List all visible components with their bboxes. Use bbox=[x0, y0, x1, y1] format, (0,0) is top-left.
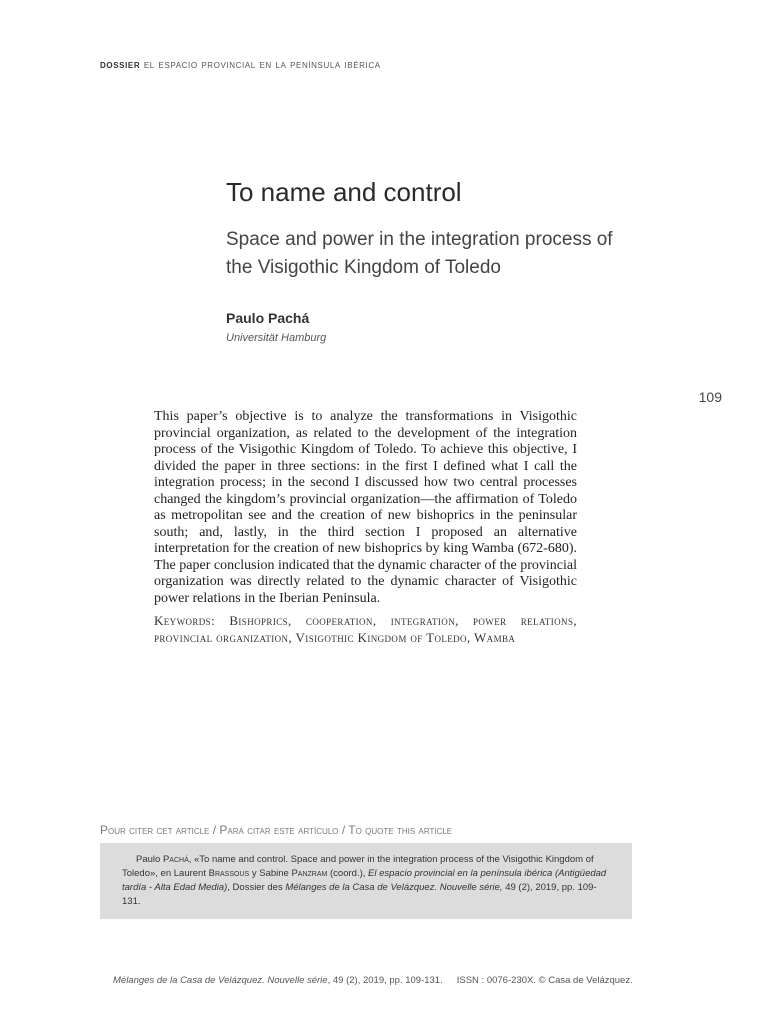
page-number: 109 bbox=[698, 389, 722, 405]
citation-editor-join: y Sabine bbox=[251, 868, 289, 879]
header-section: dossier bbox=[100, 59, 141, 71]
footer-issn: ISSN : 0076-230X. © Casa de Velázquez. bbox=[456, 975, 633, 986]
citation-ref: 49 (2), 2019, pp. 109-131. bbox=[122, 882, 597, 907]
abstract: This paper’s objective is to analyze the transformations in Visigothic provincial organization, as related to the development of the integration process of the Visigothic Kingdom of Toledo. To achieve this objective, I divided the paper in three sections: in the first I defined what I call the integration process; in the second I discussed how two central processes changed the kingdom’s provincial organization—the affirmation of Toledo as metropolitan see and the creation of new bishoprics in the peninsular south; and, lastly, in the third section I proposed an alternative interpretation for the creation of new bishoprics by king Wamba (672-680). The paper conclusion indicated that the dynamic character of the provincial organization was directly related to the dynamic character of Visigothic power relations in the Iberian Peninsula. bbox=[154, 409, 577, 606]
footer-journal: Mélanges de la Casa de Velázquez. Nouvelle série bbox=[113, 975, 328, 986]
citation-journal: Mélanges de la Casa de Velázquez. Nouvelle série, bbox=[285, 882, 503, 893]
author-name: Paulo Pachá bbox=[226, 310, 310, 326]
citation-text bbox=[122, 853, 612, 909]
article-subtitle: Space and power in the integration process of the Visigothic Kingdom of Toledo bbox=[226, 229, 613, 278]
header-subtitle: el espacio provincial en la península ibérica bbox=[143, 59, 381, 71]
author-affiliation: Universität Hamburg bbox=[226, 332, 327, 344]
citation-book-title: El espacio provincial en la península ibérica (Antigüedad tardía - Alta Edad Media) bbox=[122, 868, 607, 893]
citation-dossier-des: , Dossier des bbox=[227, 882, 283, 893]
citation-coord: (coord.), bbox=[330, 868, 366, 879]
citation-heading: Pour citer cet article / Para citar este artículo / To quote this article bbox=[100, 823, 453, 837]
citation-editor-1: Brassous bbox=[208, 868, 250, 879]
keywords: Keywords: Bishoprics, cooperation, integration, power relations, provincial organization, Visigothic Kingdom of Toledo, Wamba bbox=[154, 613, 577, 645]
citation-title: , «To name and control. Space and power in the integration process of the Visigothic Kingdom of Toledo», en Laurent bbox=[122, 854, 594, 879]
footer-ref: , 49 (2), 2019, pp. 109-131. bbox=[327, 975, 443, 986]
article-title: To name and control bbox=[226, 177, 462, 207]
running-header bbox=[100, 59, 381, 71]
page-footer bbox=[113, 975, 633, 986]
citation-editor-2: Panzram bbox=[291, 868, 328, 879]
citation-box bbox=[100, 843, 632, 919]
citation-author-first: Paulo bbox=[136, 854, 161, 865]
citation-author-last: Pachá bbox=[162, 854, 189, 865]
